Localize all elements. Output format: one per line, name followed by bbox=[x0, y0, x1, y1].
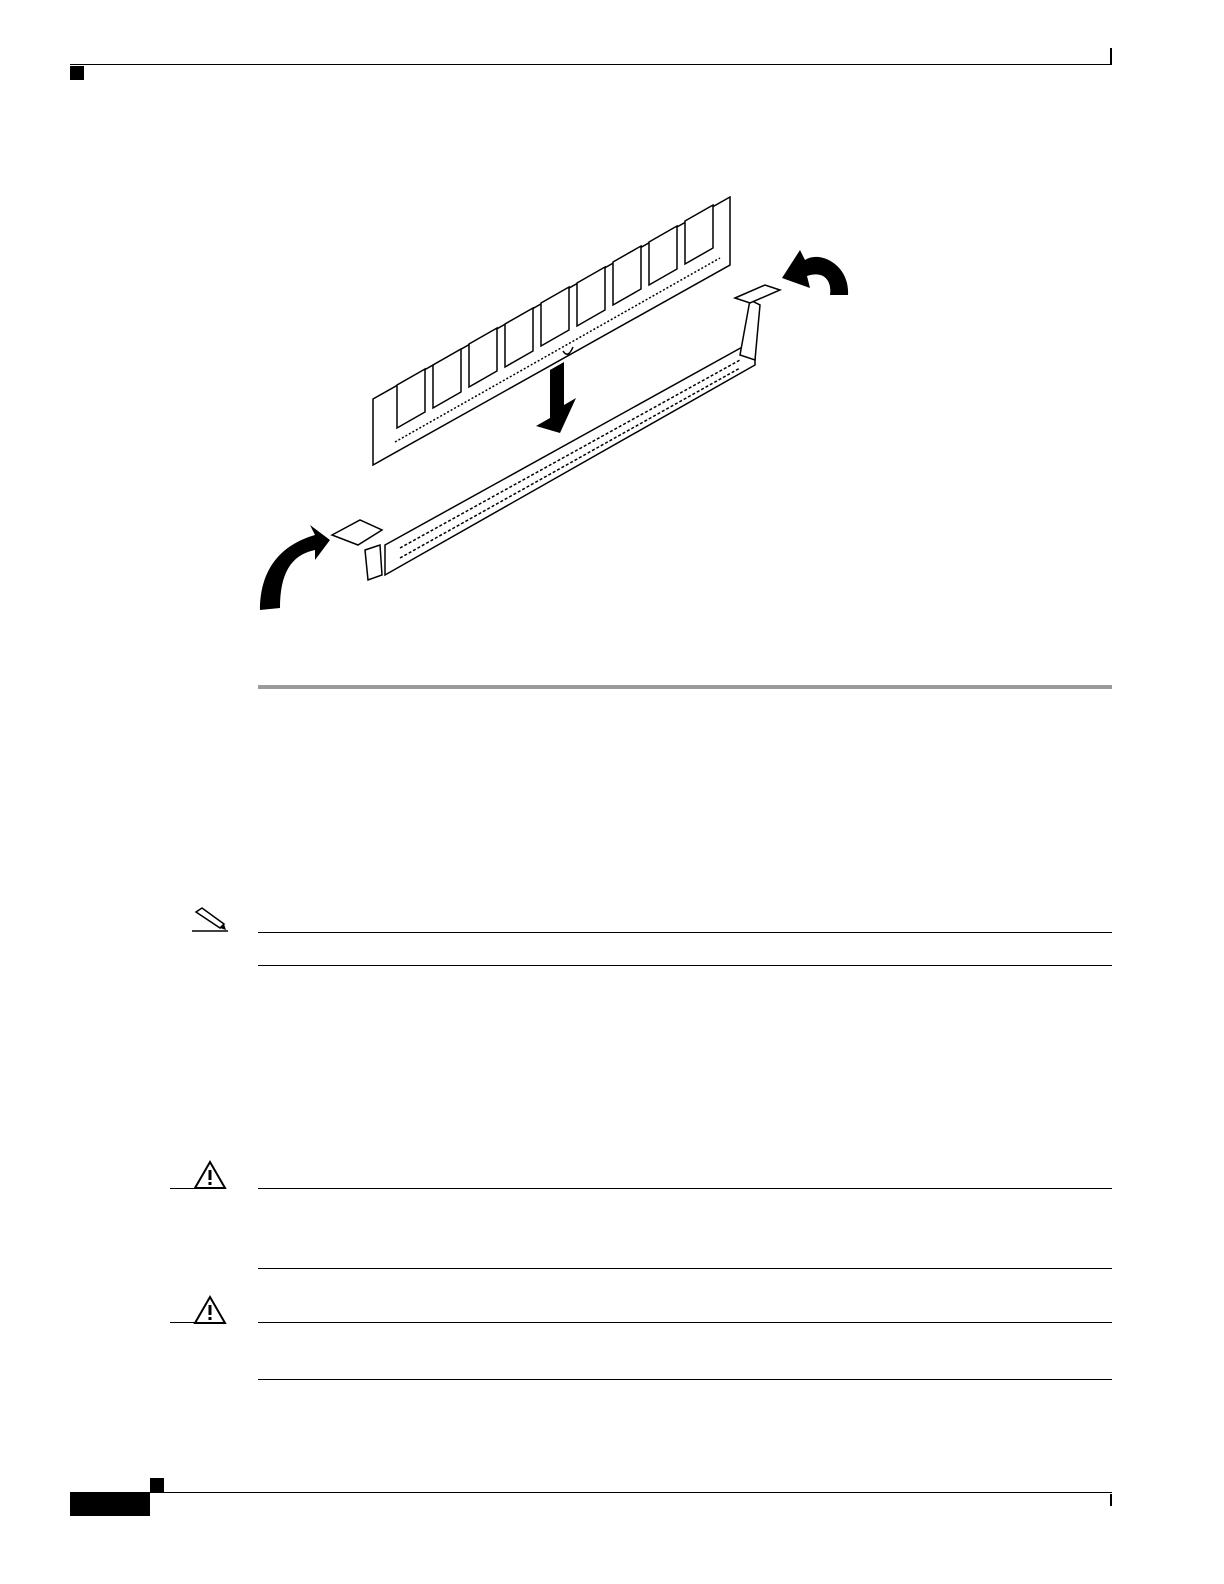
warning-triangle-icon bbox=[193, 1160, 227, 1190]
header-rule bbox=[70, 64, 1112, 65]
note-top-rule bbox=[258, 932, 1112, 933]
pencil-note-icon bbox=[190, 906, 230, 932]
footer-page-tab bbox=[70, 1492, 150, 1516]
left-latch-arrow-icon bbox=[260, 525, 330, 610]
caution-1-bottom-rule bbox=[258, 1268, 1112, 1269]
warning-triangle-icon bbox=[193, 1295, 227, 1325]
header-tick bbox=[1110, 48, 1112, 64]
right-latch-arrow-icon bbox=[782, 250, 848, 295]
footer-rule bbox=[70, 1492, 1112, 1493]
dimm-installation-figure bbox=[250, 190, 870, 620]
footer-tick bbox=[1110, 1494, 1112, 1506]
caution-1-left-rule bbox=[170, 1188, 224, 1189]
caution-2-left-rule bbox=[170, 1322, 224, 1323]
caution-2-top-rule bbox=[258, 1322, 1112, 1323]
header-block-marker bbox=[70, 66, 84, 80]
note-bottom-rule bbox=[258, 965, 1112, 966]
footer-small-marker bbox=[150, 1478, 164, 1492]
caution-2-bottom-rule bbox=[258, 1379, 1112, 1380]
caution-1-top-rule bbox=[258, 1188, 1112, 1189]
down-arrow-icon bbox=[536, 362, 576, 433]
figure-rule bbox=[258, 685, 1112, 689]
